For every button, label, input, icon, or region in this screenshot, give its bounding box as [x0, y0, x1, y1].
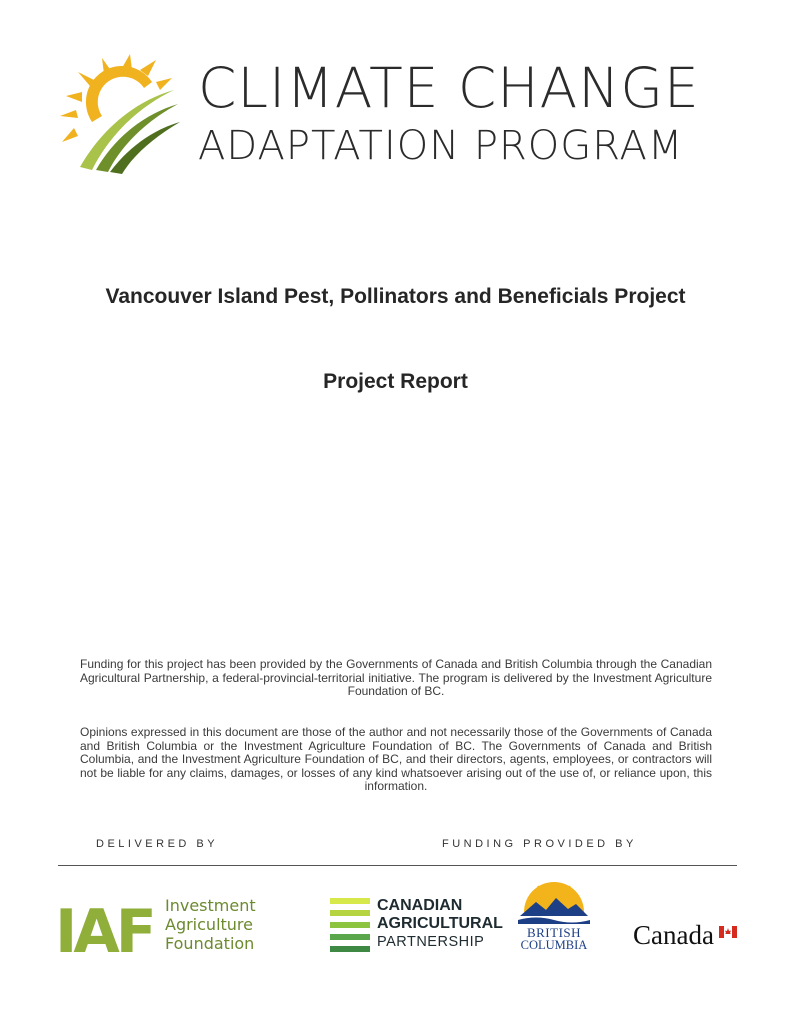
program-title-line1: CLIMATE CHANGE — [198, 56, 700, 120]
program-title-line2: ADAPTATION PROGRAM — [198, 123, 684, 169]
iaf-mark: IAF — [55, 897, 153, 956]
project-title: Vancouver Island Pest, Pollinators and Beneficials Project — [105, 285, 686, 308]
report-title: Project Report — [323, 370, 468, 393]
canada-flag-icon — [719, 926, 737, 938]
cap-line3: PARTNERSHIP — [377, 934, 485, 950]
iaf-line2: Agriculture — [165, 915, 253, 934]
bc-line1: BRITISH — [526, 925, 582, 940]
footer-divider — [58, 865, 737, 866]
funding-disclaimer: Funding for this project has been provided by the Governments of Canada and British Columbia through the Canadian Agricultural Partnership, a federal-provincial-territorial initiative. The program is delivered by the Investment Agriculture Foundation of BC. — [80, 657, 712, 698]
cap-line1: CANADIAN — [377, 897, 463, 914]
iaf-line3: Foundation — [165, 934, 255, 953]
program-title — [198, 58, 758, 172]
climate-program-sun-leaf-icon — [52, 52, 182, 177]
opinions-disclaimer: Opinions expressed in this document are those of the author and not necessarily those of the Governments of Canada and British Columbia or the Investment Agriculture Foundation of BC. The Governments of Canada and British Columbia, and the Investment Agriculture Foundation of BC, and their directors, agents, employees, or contractors will not be liable for any claims, damages, or losses of any kind whatsoever arising out of the use of, or reliance upon, this information. — [80, 725, 712, 793]
bc-sunrise-icon — [516, 882, 592, 924]
delivered-by-label: DELIVERED BY — [96, 838, 219, 850]
iaf-wordmark — [165, 896, 256, 953]
cap-wordmark — [377, 897, 503, 951]
canada-wordmark: Canada — [633, 920, 714, 950]
cap-line2: AGRICULTURAL — [377, 915, 503, 932]
cap-stripes-icon — [330, 898, 370, 952]
bc-line2: COLUMBIA — [520, 938, 588, 952]
funding-provided-by-label: FUNDING PROVIDED BY — [442, 838, 637, 850]
bc-wordmark — [510, 926, 598, 952]
iaf-line1: Investment — [165, 896, 256, 915]
